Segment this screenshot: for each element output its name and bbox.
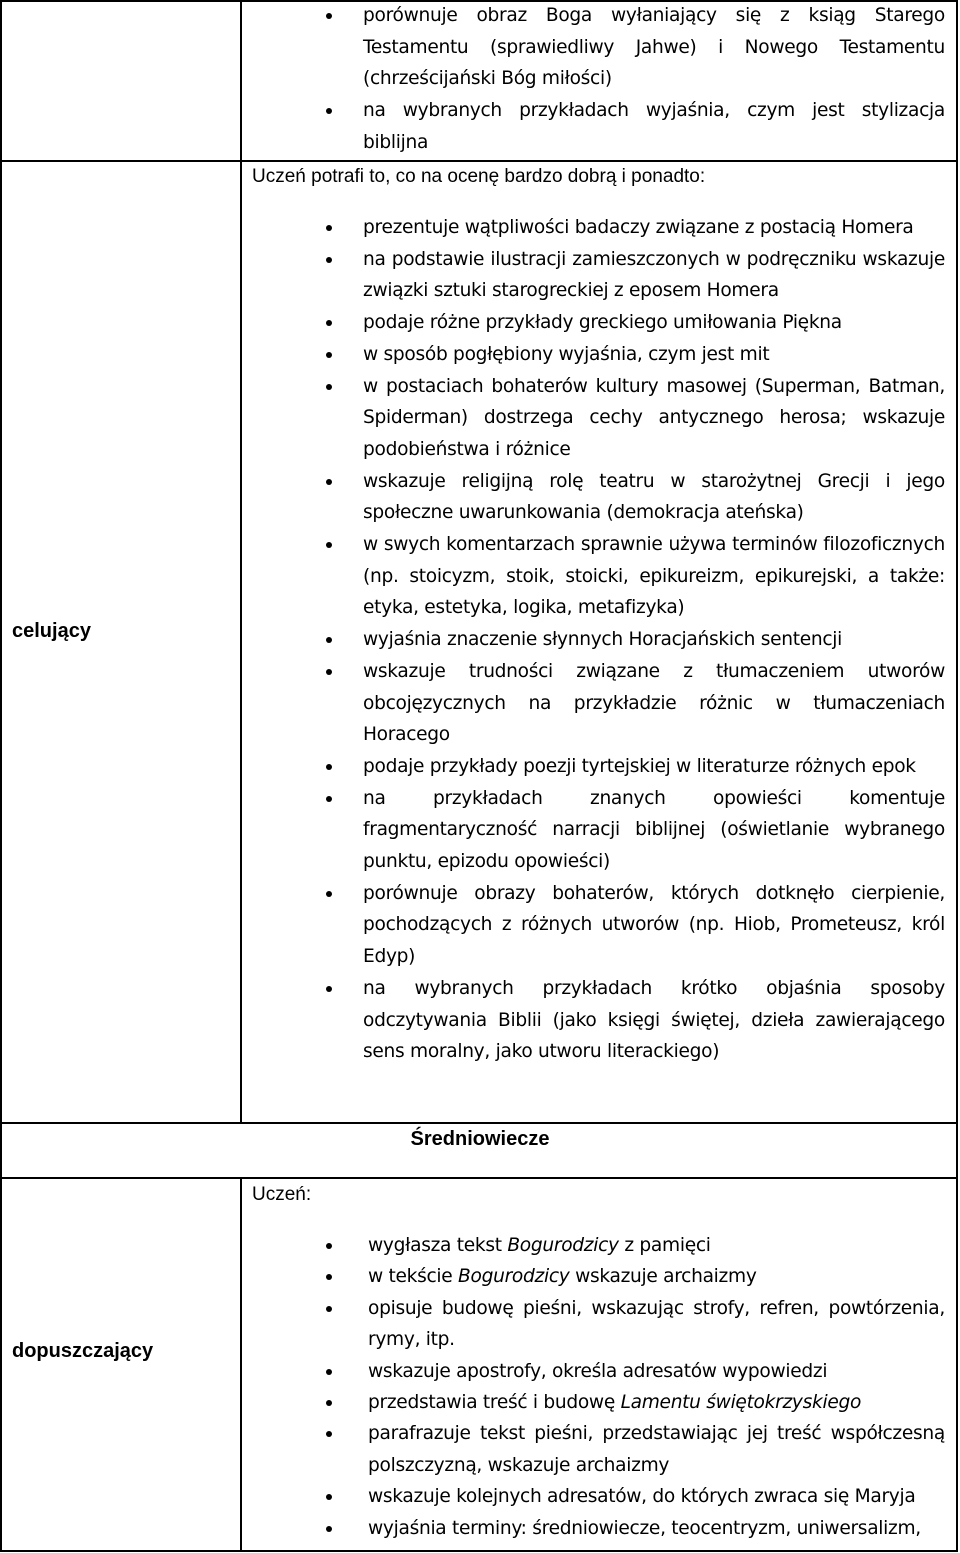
list-item: w tekście Bogurodzicy wskazuje archaizmy [323, 1261, 945, 1292]
list-item: wskazuje religijną rolę teatru w starożytnej Grecji i jego społeczne uwarunkowania (demokracja ateńska) [323, 466, 945, 529]
list-item: na podstawie ilustracji zamieszczonych w podręczniku wskazuje związki sztuki starogreckiej z eposem Homera [323, 244, 945, 307]
period-title: Średniowiecze [410, 1128, 550, 1150]
column-divider [240, 0, 242, 1123]
criteria-list-continued [323, 0, 945, 159]
list-item: na przykładach znanych opowieści komentuje fragmentaryczność narracji biblijnej (oświetlanie wybranego punktu, epizodu opowieści) [323, 783, 945, 878]
list-item: wskazuje trudności związane z tłumaczeniem utworów obcojęzycznych na przykładzie różnic w tłumaczeniach Horacego [323, 656, 945, 751]
section-intro: Uczeń potrafi to, co na ocenę bardzo dobrą i ponadto: [252, 166, 706, 187]
list-item: na wybranych przykładach krótko objaśnia sposoby odczytywania Biblii (jako księgi świętej, dzieła zawierającego sens moralny, jako utworu literackiego) [323, 973, 945, 1068]
list-item: parafrazuje tekst pieśni, przedstawiając jej treść współczesną polszczyzną, wskazuje archaizmy [323, 1418, 945, 1481]
list-item: opisuje budowę pieśni, wskazując strofy, refren, powtórzenia, rymy, itp. [323, 1293, 945, 1356]
list-item: przedstawia treść i budowę Lamentu świętokrzyskiego [323, 1387, 945, 1418]
grade-label-dopuszczajacy: dopuszczający [12, 1340, 154, 1362]
row-divider [0, 1177, 958, 1179]
list-item: podaje przykłady poezji tyrtejskiej w literaturze różnych epok [323, 751, 945, 783]
criteria-list-celujacy [323, 212, 945, 1068]
list-item: w swych komentarzach sprawnie używa terminów filozoficznych (np. stoicyzm, stoik, stoicki, epikureizm, epikurejski, a także: etyka, estetyka, logika, metafizyka) [323, 529, 945, 624]
list-item: wskazuje kolejnych adresatów, do których zwraca się Maryja [323, 1481, 945, 1512]
row-divider [0, 160, 958, 162]
list-item: wygłasza tekst Bogurodzicy z pamięci [323, 1230, 945, 1261]
list-item: wyjaśnia znaczenie słynnych Horacjańskich sentencji [323, 624, 945, 656]
table-border-left [0, 0, 2, 1552]
list-item: wyjaśnia terminy: średniowiecze, teocentryzm, uniwersalizm, [323, 1513, 945, 1544]
list-item: prezentuje wątpliwości badaczy związane z postacią Homera [323, 212, 945, 244]
list-item: podaje różne przykłady greckiego umiłowania Piękna [323, 307, 945, 339]
list-item: w sposób pogłębiony wyjaśnia, czym jest mit [323, 339, 945, 371]
list-item: w postaciach bohaterów kultury masowej (Superman, Batman, Spiderman) dostrzega cechy antycznego herosa; wskazuje podobieństwa i różnice [323, 371, 945, 466]
section-intro: Uczeń: [252, 1184, 312, 1205]
list-item: porównuje obrazy bohaterów, których dotknęło cierpienie, pochodzących z różnych utworów (np. Hiob, Prometeusz, król Edyp) [323, 878, 945, 973]
row-divider [0, 1122, 958, 1124]
column-divider [240, 1177, 242, 1552]
list-item: porównuje obraz Boga wyłaniający się z ksiąg Starego Testamentu (sprawiedliwy Jahwe) i Nowego Testamentu (chrześcijański Bóg miłości) [323, 0, 945, 95]
table-border-bottom [0, 1550, 958, 1552]
grade-label-celujacy: celujący [12, 620, 91, 642]
list-item: wskazuje apostrofy, określa adresatów wypowiedzi [323, 1356, 945, 1387]
list-item: na wybranych przykładach wyjaśnia, czym jest stylizacja biblijna [323, 95, 945, 158]
table-border-right [956, 0, 958, 1552]
criteria-list-dopuszczajacy [323, 1230, 945, 1544]
